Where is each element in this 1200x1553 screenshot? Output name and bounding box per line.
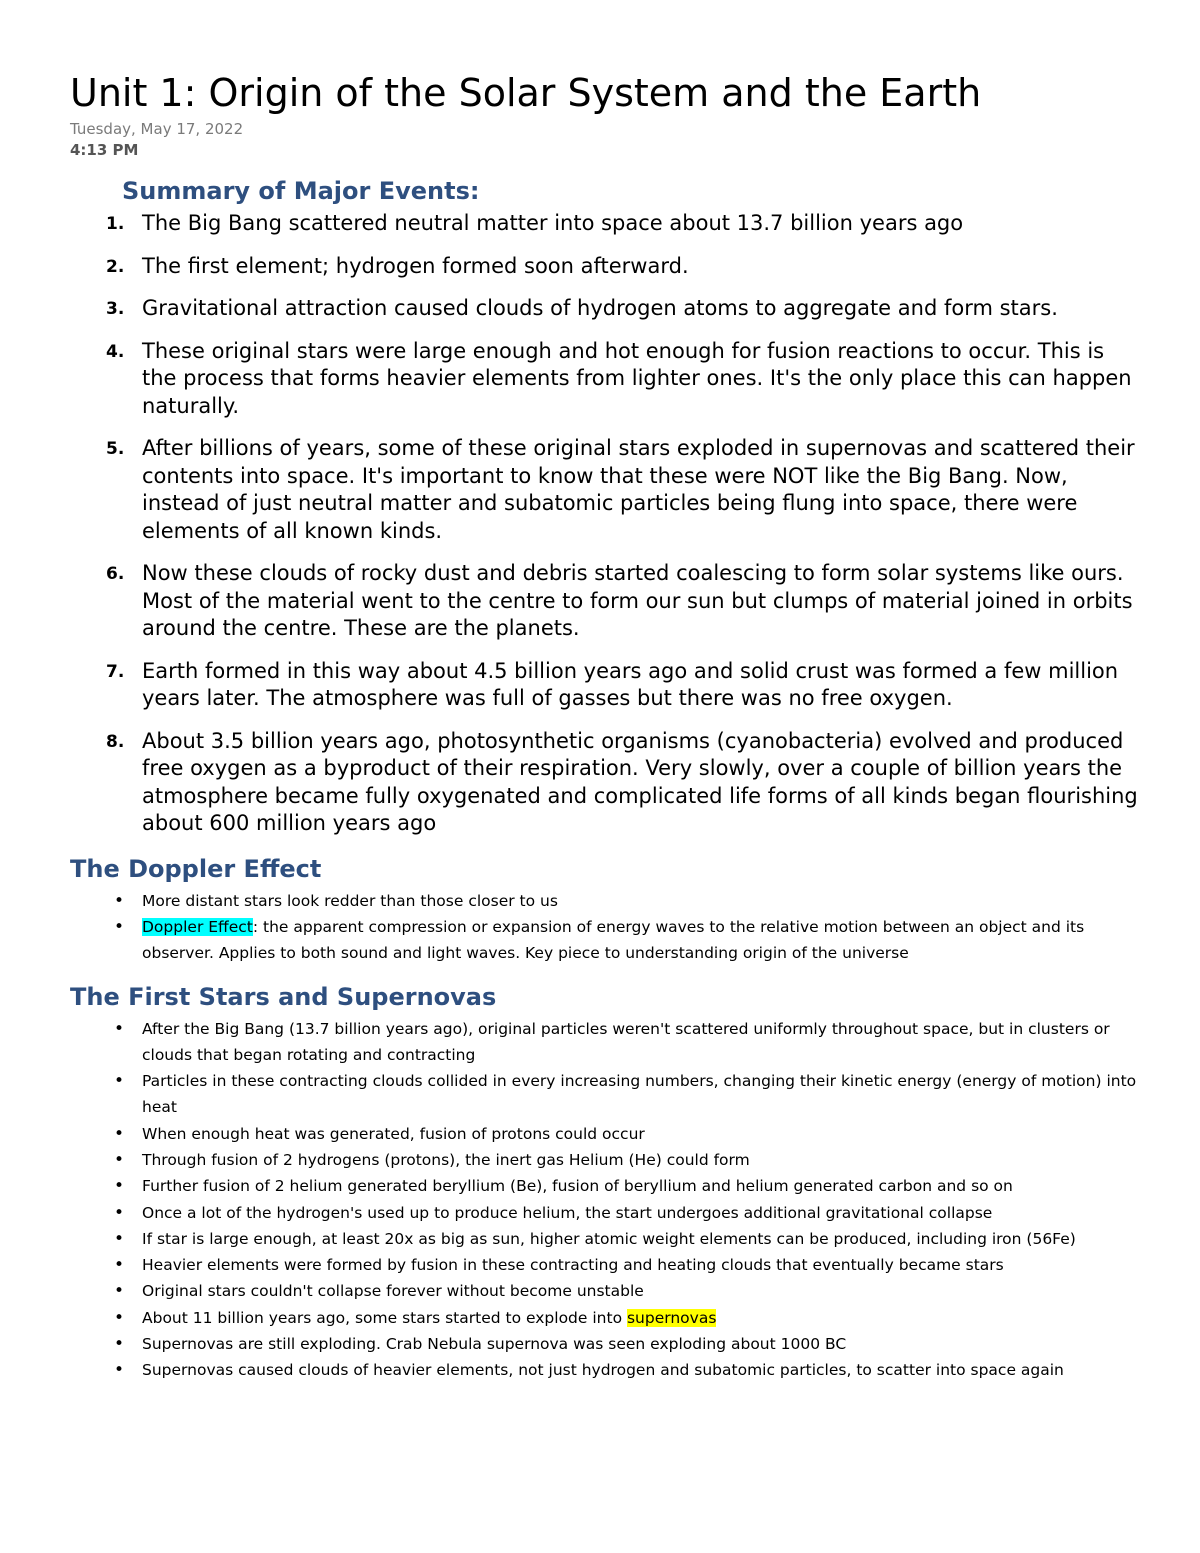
summary-heading: Summary of Major Events: (122, 177, 480, 205)
first-stars-item-text: If star is large enough, at least 20x as big as sun, higher atomic weight elements can be produced, including iron (56Fe) (142, 1229, 1076, 1248)
doppler-term-highlight: Doppler Effect (142, 917, 253, 936)
summary-item-number: 1. (106, 214, 125, 234)
summary-item-text: Earth formed in this way about 4.5 billion years ago and solid crust was formed a few million years later. The atmosphere was full of gasses but there was no free oxygen. (142, 658, 1119, 710)
bullet-icon: • (114, 916, 125, 937)
summary-item (70, 295, 1140, 323)
doppler-item-text: : the apparent compression or expansion of energy waves to the relative motion between an object and its observer. Applies to both sound and light waves. Key piece to understanding origin of the universe (142, 917, 1085, 962)
summary-list (70, 210, 1140, 838)
first-stars-item-text: Particles in these contracting clouds collided in every increasing numbers, changing their kinetic energy (energy of motion) into heat (142, 1072, 1137, 1117)
page-title: Unit 1: Origin of the Solar System and the Earth (70, 71, 982, 115)
first-stars-item (70, 1331, 1140, 1357)
first-stars-list (70, 1016, 1140, 1384)
summary-item-text: The first element; hydrogen formed soon afterward. (142, 253, 689, 278)
summary-item-number: 8. (106, 731, 125, 752)
page-time: 4:13 PM (70, 141, 139, 159)
first-stars-item-text: After the Big Bang (13.7 billion years ago), original particles weren't scattered uniformly throughout space, but in clusters or clouds that began rotating and contracting (142, 1019, 1110, 1064)
summary-item-number: 6. (106, 564, 125, 584)
bullet-icon: • (114, 1255, 125, 1276)
summary-item-number: 7. (106, 661, 125, 682)
summary-item (70, 338, 1140, 421)
first-stars-item (70, 1278, 1140, 1304)
supernovas-term-highlight: supernovas (626, 1308, 717, 1327)
doppler-section (70, 854, 1140, 966)
first-stars-item-text: About 11 billion years ago, some stars started to explode into (142, 1308, 627, 1327)
first-stars-item-text: Through fusion of 2 hydrogens (protons), the inert gas Helium (He) could form (142, 1150, 750, 1169)
bullet-icon: • (114, 1281, 125, 1302)
first-stars-section (70, 982, 1140, 1384)
doppler-item-text: More distant stars look redder than those closer to us (142, 891, 558, 910)
bullet-icon: • (114, 1360, 125, 1381)
summary-item-text: Now these clouds of rocky dust and debris started coalescing to form solar systems like ours. Most of the material went to the centre to form our sun but clumps of material joined in orbits around the centre. These are the planets. (142, 561, 1133, 640)
bullet-icon: • (114, 1176, 125, 1197)
first-stars-item (70, 1147, 1140, 1173)
summary-item-number: 4. (106, 341, 125, 362)
summary-item-number: 2. (106, 256, 125, 277)
first-stars-item (70, 1226, 1140, 1252)
first-stars-item-text: Supernovas caused clouds of heavier elements, not just hydrogen and subatomic particles, to scatter into space again (142, 1361, 1064, 1380)
first-stars-item (70, 1305, 1140, 1331)
first-stars-item-text: Further fusion of 2 helium generated beryllium (Be), fusion of beryllium and helium generated carbon and so on (142, 1177, 1013, 1196)
summary-item (70, 658, 1140, 713)
summary-item-text: The Big Bang scattered neutral matter into space about 13.7 billion years ago (142, 211, 964, 235)
summary-item-text: Gravitational attraction caused clouds of hydrogen atoms to aggregate and form stars. (142, 296, 1058, 320)
summary-item (70, 728, 1140, 838)
first-stars-item (70, 1200, 1140, 1226)
bullet-icon: • (114, 1071, 125, 1092)
bullet-icon: • (114, 1334, 125, 1355)
doppler-item (70, 914, 1140, 966)
first-stars-item (70, 1357, 1140, 1383)
first-stars-item-text: Once a lot of the hydrogen's used up to produce helium, the start undergoes additional gravitational collapse (142, 1203, 993, 1222)
bullet-icon: • (114, 890, 125, 911)
summary-item (70, 560, 1140, 643)
first-stars-item-text: Supernovas are still exploding. Crab Nebula supernova was seen exploding about 1000 BC (142, 1335, 847, 1354)
bullet-icon: • (114, 1228, 125, 1249)
first-stars-item (70, 1252, 1140, 1278)
first-stars-heading: The First Stars and Supernovas (70, 982, 497, 1011)
summary-item-number: 3. (106, 299, 125, 319)
summary-item-text: After billions of years, some of these original stars exploded in supernovas and scattered their contents into space. It's important to know that these were NOT like the Big Bang. Now, instead of just neutral matter and subatomic particles being flung into space, there were elements of all known kinds. (142, 436, 1135, 543)
doppler-item (70, 888, 1140, 914)
summary-item (70, 253, 1140, 281)
bullet-icon: • (114, 1018, 125, 1039)
summary-item (70, 435, 1140, 545)
first-stars-item (70, 1121, 1140, 1147)
summary-item (70, 210, 1140, 238)
first-stars-item-text: When enough heat was generated, fusion of protons could occur (142, 1124, 645, 1143)
first-stars-item-text: Original stars couldn't collapse forever without become unstable (142, 1282, 644, 1301)
document-page (70, 70, 1140, 1384)
bullet-icon: • (114, 1307, 125, 1328)
doppler-heading: The Doppler Effect (70, 854, 322, 883)
bullet-icon: • (114, 1202, 125, 1223)
first-stars-item-text: Heavier elements were formed by fusion in these contracting and heating clouds that eventually became stars (142, 1256, 1004, 1275)
summary-item-text: These original stars were large enough and hot enough for fusion reactions to occur. This is the process that forms heavier elements from lighter ones. It's the only place this can happen naturally. (142, 338, 1132, 418)
bullet-icon: • (114, 1149, 125, 1170)
first-stars-item (70, 1016, 1140, 1069)
doppler-list (70, 888, 1140, 966)
first-stars-item (70, 1173, 1140, 1199)
first-stars-item (70, 1068, 1140, 1121)
summary-item-number: 5. (106, 439, 125, 459)
summary-item-text: About 3.5 billion years ago, photosynthetic organisms (cyanobacteria) evolved and produced free oxygen as a byproduct of their respiration. Very slowly, over a couple of billion years the atmosphere became fully oxygenated and complicated life forms of all kinds began flourishing about 600 million years ago (142, 728, 1138, 835)
page-date: Tuesday, May 17, 2022 (70, 120, 244, 138)
bullet-icon: • (114, 1123, 125, 1144)
